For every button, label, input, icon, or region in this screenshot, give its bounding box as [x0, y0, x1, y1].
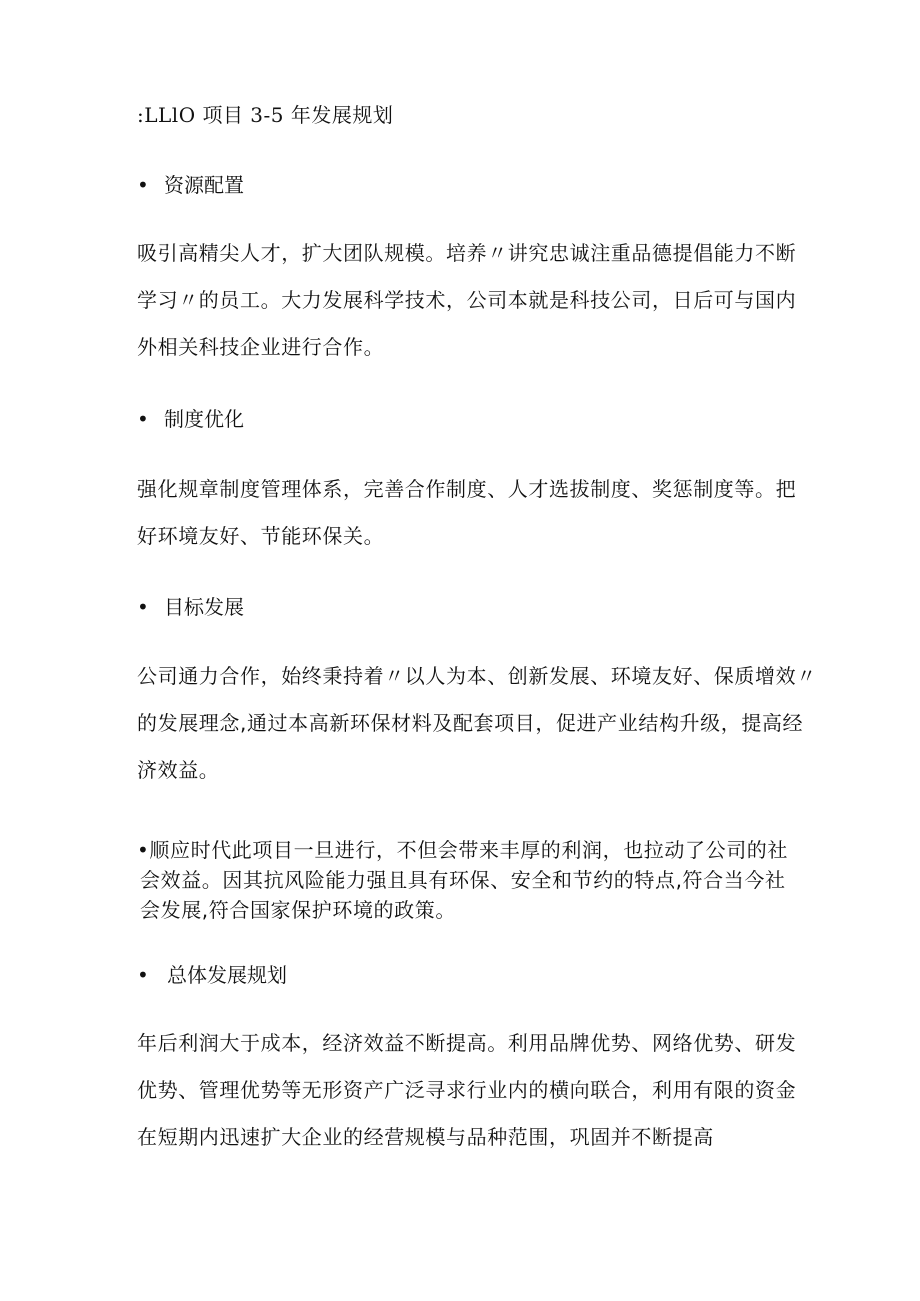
paragraph-line: 的发展理念,通过本高新环保材料及配套项目，促进产业结构升级，提高经 [137, 711, 804, 735]
heading-text: 总体发展规划 [167, 963, 287, 987]
paragraph-overall-plan [137, 1020, 837, 1161]
paragraph-resource-allocation [137, 230, 837, 371]
paragraph-goal-development [137, 653, 837, 794]
section-heading-resource-allocation [137, 170, 244, 200]
section-heading-system-optimization [137, 404, 244, 434]
paragraph-line: 在短期内迅速扩大企业的经营规模与品种范围，巩固并不断提高 [137, 1125, 714, 1149]
paragraph-line: 优势、管理优势等无形资产广泛寻求行业内的横向联合，利用有限的资金 [137, 1078, 797, 1102]
bullet-icon: • [137, 407, 149, 431]
heading-text: 资源配置 [164, 173, 244, 197]
bullet-icon: • [137, 595, 149, 619]
paragraph-line: 外相关科技企业进行合作。 [137, 335, 385, 359]
paragraph-timely-project [137, 835, 837, 925]
paragraph-line: 吸引高精尖人才，扩大团队规模。培养〃讲究忠诚注重品德提倡能力不断 [137, 241, 797, 265]
paragraph-line: 强化规章制度管理体系，完善合作制度、人才选拔制度、奖惩制度等。把 [137, 477, 797, 501]
heading-text: 目标发展 [164, 595, 244, 619]
bullet-icon: • [137, 963, 149, 987]
section-heading-goal-development [137, 592, 244, 622]
paragraph-line: 学习〃的员工。大力发展科学技术，公司本就是科技公司，日后可与国内 [137, 288, 797, 312]
paragraph-line: 会发展,符合国家保护环境的政策。 [140, 898, 456, 922]
paragraph-system-optimization [137, 466, 837, 560]
bullet-icon: • [137, 173, 149, 197]
document-title: :LLlO 项目 3-5 年发展规划 [137, 103, 394, 127]
paragraph-line: 济效益。 [137, 758, 220, 782]
paragraph-line: 会效益。因其抗风险能力强且具有环保、安全和节约的特点,符合当今社 [140, 868, 786, 892]
paragraph-line: 年后利润大于成本，经济效益不断提高。利用品牌优势、网络优势、研发 [137, 1031, 797, 1055]
paragraph-line: 公司通力合作，始终秉持着〃以人为本、创新发展、环境友好、保质增效〃 [137, 664, 817, 688]
paragraph-line: •顺应时代此项目一旦进行，不但会带来丰厚的利润，也拉动了公司的社 [137, 838, 788, 862]
paragraph-line: 好环境友好、节能环保关。 [137, 524, 385, 548]
section-heading-overall-plan [137, 960, 287, 990]
heading-text: 制度优化 [164, 407, 244, 431]
